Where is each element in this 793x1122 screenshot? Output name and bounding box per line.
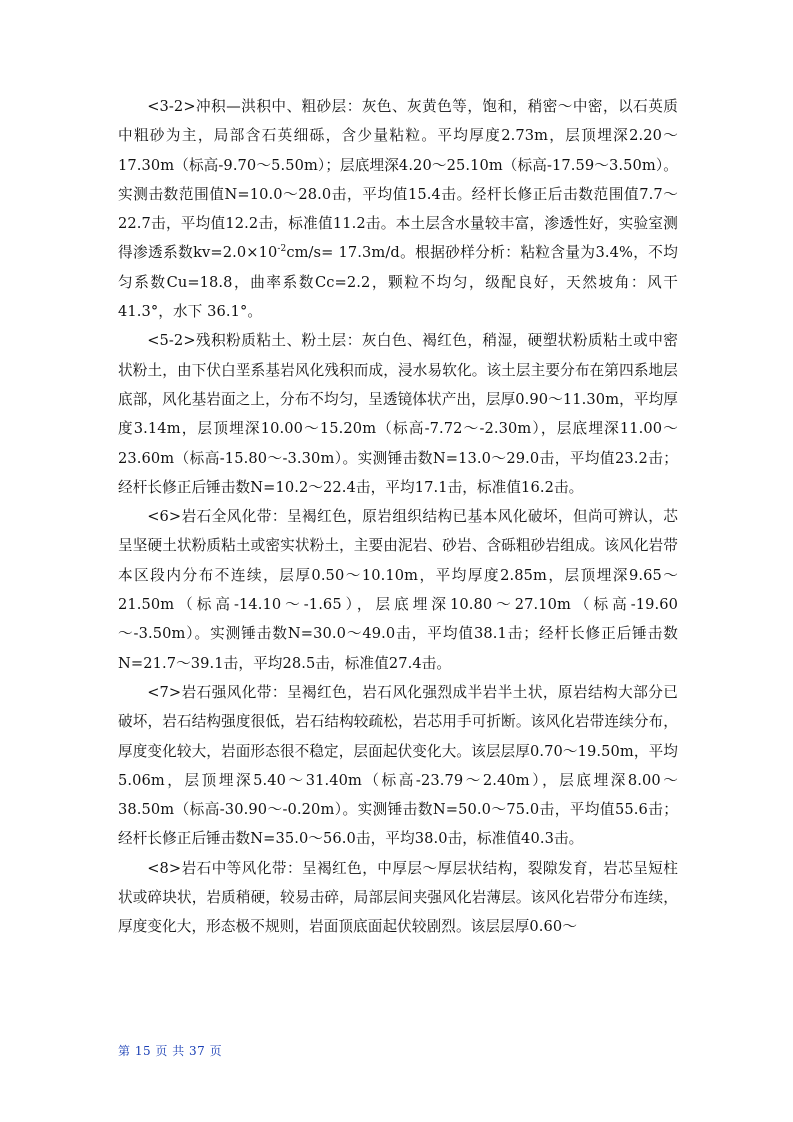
- paragraph-7: <7>岩石强风化带：呈褐红色，岩石风化强烈成半岩半土状，原岩结构大部分已破坏，岩石结构强度很低，岩石结构较疏松，岩芯用手可折断。该风化岩带连续分布，厚度变化较大，岩面形态很不稳定，层面起伏变化大。该层层厚0.70～19.50m，平均5.06m，层顶埋深5.40～31.40m（标高-23.79～2.40m），层底埋深8.00～38.50m（标高-30.90～-0.20m）。实测锤击数N=50.0～75.0击，平均值55.6击；经杆长修正后锤击数N=35.0～56.0击，平均38.0击，标准值40.3击。: [118, 683, 678, 848]
- exponent-superscript: -2: [277, 244, 287, 255]
- paragraph-5-2: <5-2>残积粉质粘土、粉土层：灰白色、褐红色，稍湿，硬塑状粉质粘土或中密状粉土，由下伏白垩系基岩风化残积而成，浸水易软化。该土层主要分布在第四系地层底部，风化基岩面之上，分布不均匀，呈透镜体状产出，层厚0.90～11.30m，平均厚度3.14m，层顶埋深10.00～15.20m（标高-7.72～-2.30m），层底埋深11.00～23.60m（标高-15.80～-3.30m）。实测锤击数N=13.0～29.0击，平均值23.2击；经杆长修正后锤击数N=10.2～22.4击，平均17.1击，标准值16.2击。: [118, 332, 678, 496]
- paragraph-3-2-text-b: cm/s= 17.3m/d。根据砂样分析：粘粒含量为3.4%，不均匀系数Cu=18.8，曲率系数Cc=2.2，颗粒不均匀，级配良好，天然坡角：风干 41.3°，水下 36.1°。: [118, 244, 678, 321]
- paragraph-8: <8>岩石中等风化带：呈褐红色，中厚层～厚层状结构，裂隙发育，岩芯呈短柱状或碎块状，岩质稍硬，较易击碎，局部层间夹强风化岩薄层。该风化岩带分布连续，厚度变化大，形态极不规则，岩面顶底面起伏较剧烈。该层层厚0.60～: [118, 859, 678, 936]
- paragraph-3-2: [118, 92, 678, 326]
- paragraph-3-2-text-a: <3-2>冲积—洪积中、粗砂层：灰色、灰黄色等，饱和，稍密～中密，以石英质中粗砂为主，局部含石英细砾，含少量粘粒。平均厚度2.73m，层顶埋深2.20～17.30m（标高-9.70～5.50m）；层底埋深4.20～25.10m（标高-17.59～3.50m）。实测击数范围值N=10.0～28.0击，平均值15.4击。经杆长修正后击数范围值7.7～22.7击，平均值12.2击，标准值11.2击。本土层含水量较丰富，渗透性好，实验室测得渗透系数kv=2.0×10: [118, 98, 678, 262]
- paragraph-6: <6>岩石全风化带：呈褐红色，原岩组织结构已基本风化破坏，但尚可辨认，芯呈坚硬土状粉质粘土或密实状粉土，主要由泥岩、砂岩、含砾粗砂岩组成。该风化岩带本区段内分布不连续，层厚0.50～10.10m，平均厚度2.85m，层顶埋深9.65～21.50m（标高-14.10～-1.65），层底埋深10.80～27.10m（标高-19.60～-3.50m）。实测锤击数N=30.0～49.0击，平均值38.1击；经杆长修正后锤击数N=21.7～39.1击，平均28.5击，标准值27.4击。: [118, 508, 678, 672]
- document-body: [118, 92, 678, 942]
- page-number-footer: 第 15 页 共 37 页: [118, 1044, 223, 1058]
